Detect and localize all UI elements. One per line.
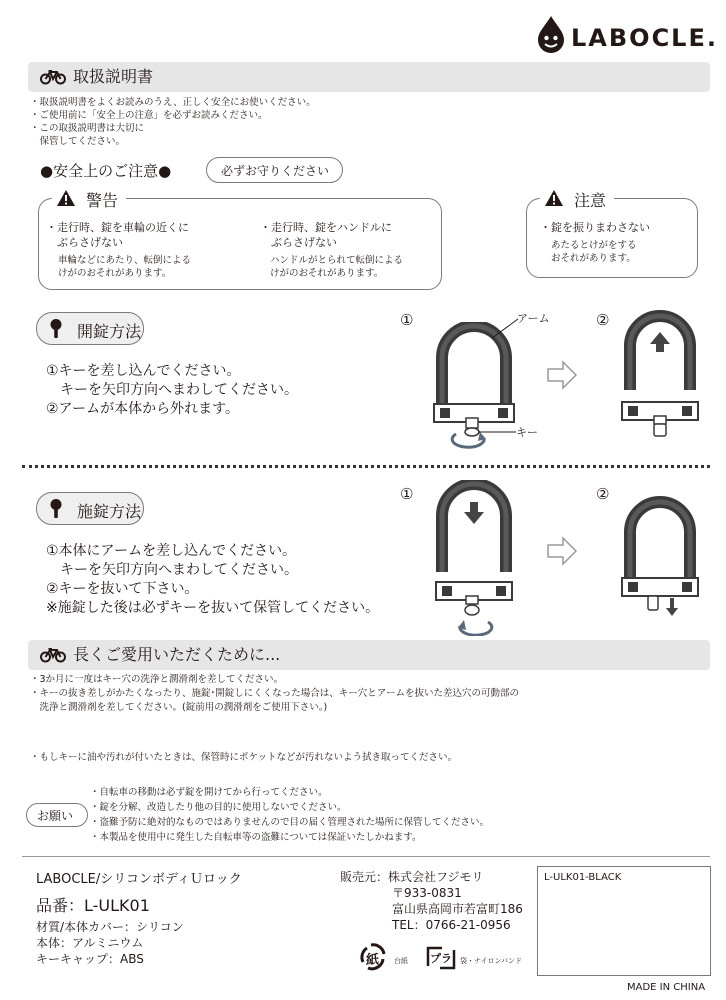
bicycle-icon — [40, 647, 66, 663]
warning-label — [52, 187, 126, 211]
warning-item-title: ぶらさげない — [260, 236, 337, 249]
sku-box — [537, 866, 711, 976]
lock-locked-illustration — [618, 496, 702, 622]
lock-fig1-number: ① — [400, 485, 414, 503]
intro-line: 保管してください。 — [30, 136, 126, 147]
lock-step: ②キーを抜いて下さい。 — [46, 581, 199, 597]
warning-item-desc: けがのおそれがあります。 — [58, 268, 172, 279]
care-note: ・もしキーに油や汚れが付いたときは、保管時にポケットなどが汚れないよう拭き取ってください。 — [30, 752, 458, 763]
must-follow-label: 必ずお守りください — [221, 164, 330, 178]
sku-label: L-ULK01-BLACK — [544, 872, 622, 883]
paper-mark-text: 紙 — [366, 953, 380, 968]
step-arrow-icon — [546, 360, 578, 390]
warning-item-title: ・走行時、錠をハンドルに — [260, 221, 392, 234]
unlock-fig1-number: ① — [400, 311, 414, 329]
plastic-mark-label: 袋・ナイロンバンド — [460, 957, 523, 965]
warning-triangle-icon — [56, 189, 76, 207]
caution-title: 注意 — [574, 191, 607, 210]
warning-title: 警告 — [86, 191, 119, 210]
warning-item-desc: 車輪などにあたり、転倒による — [58, 255, 192, 266]
request-line: ・錠を分解、改造したり他の目的に使用しないでください。 — [90, 802, 347, 813]
product-material: 材質/本体カバー：シリコン — [36, 920, 184, 934]
lock-step: ※施錠した後は必ずキーを抜いて保管してください。 — [46, 600, 380, 616]
unlock-step: ②アームが本体から外れます。 — [46, 401, 240, 417]
key-leader-line — [476, 426, 518, 438]
caution-item-title: ・錠を振りまわさない — [540, 221, 650, 234]
care-line: ・3か月に一度はキー穴の洗浄と潤滑剤を差してください。 — [30, 674, 284, 685]
step-arrow-icon — [546, 536, 578, 566]
section-divider — [22, 465, 710, 468]
paper-mark-label: 台紙 — [394, 957, 408, 965]
care-title: 長くご愛用いただくために... — [73, 645, 281, 664]
lock-fig2-number: ② — [596, 485, 610, 503]
key-icon — [49, 499, 63, 519]
page-title: 取扱説明書 — [73, 67, 154, 86]
unlock-lock-open-illustration — [618, 310, 702, 444]
warning-item-title: ・走行時、錠を車輪の近くに — [46, 221, 189, 234]
lock-insert-illustration — [432, 480, 516, 636]
intro-line: ・取扱説明書をよくお読みのうえ、正しく安全にお使いください。 — [30, 97, 316, 108]
caution-label — [540, 187, 614, 211]
product-material: キーキャップ：ABS — [36, 952, 144, 966]
caution-item-desc: あたるとけがをする — [551, 240, 637, 251]
request-line: ・自転車の移動は必ず錠を開けてから行ってください。 — [90, 787, 328, 798]
arm-leader-line — [490, 318, 520, 340]
care-line: ・キーの抜き差しがかたくなったり、施錠･開錠しにくくなった場合は、キー穴とアームを抜いた差込穴の可動部の — [30, 688, 519, 699]
plastic-mark-text: プラ — [430, 952, 452, 965]
paper-recycle-mark — [358, 942, 388, 972]
request-line: ・盗難予防に絶対的なものではありませんので目の届く管理された場所に保管してください。 — [90, 817, 490, 828]
plastic-recycle-mark — [424, 944, 458, 972]
manual-header-bar — [28, 62, 710, 92]
unlock-title-box — [36, 312, 144, 345]
seller-tel: TEL：0766-21-0956 — [392, 918, 511, 932]
footer-divider — [22, 856, 710, 857]
origin-label: MADE IN CHINA — [627, 982, 706, 993]
arm-label: アーム — [517, 312, 550, 325]
care-header-bar — [28, 640, 710, 670]
warning-item-desc: けがのおそれがあります。 — [270, 268, 384, 279]
key-icon — [49, 319, 63, 339]
request-badge-label: お願い — [37, 809, 74, 823]
lock-step: キーを矢印方向へまわしてください。 — [46, 562, 298, 578]
request-line: ・本製品を使用中に発生した自転車等の盗難については保証いたしかねます。 — [90, 832, 422, 843]
warning-item-title: ぶらさげない — [46, 236, 123, 249]
unlock-step: キーを矢印方向へまわしてください。 — [46, 382, 298, 398]
must-follow-badge — [206, 157, 343, 183]
key-label: キー — [516, 426, 538, 439]
drop-face-icon — [535, 14, 567, 54]
safety-heading: ●安全上のご注意● — [40, 162, 172, 180]
request-badge — [26, 803, 88, 827]
unlock-step: ①キーを差し込んでください。 — [46, 363, 241, 379]
product-material: 本体：アルミニウム — [36, 936, 144, 950]
caution-item-desc: おそれがあります。 — [551, 253, 636, 264]
brand-name: LABOCLE. — [571, 24, 718, 52]
intro-line: ・ご使用前に「安全上の注意」を必ずお読みください。 — [30, 110, 268, 121]
lock-title-box — [36, 492, 144, 525]
seller-postal: 〒933-0831 — [392, 886, 462, 900]
intro-line: ・この取扱説明書は大切に — [30, 123, 145, 134]
product-name: LABOCLE/シリコンボディＵロック — [36, 872, 242, 887]
seller-address: 富山県高岡市若富町186 — [392, 902, 523, 916]
product-code: 品番：L-ULK01 — [36, 896, 150, 915]
seller-name: 販売元：株式会社フジモリ — [340, 870, 484, 884]
care-line: 洗浄と潤滑剤を差してください。(錠前用の潤滑剤をご使用下さい。) — [30, 702, 328, 713]
caution-triangle-icon — [544, 189, 564, 207]
unlock-fig2-number: ② — [596, 311, 610, 329]
lock-step: ①本体にアームを差し込んでください。 — [46, 543, 297, 559]
unlock-title: 開錠方法 — [77, 322, 142, 341]
bicycle-icon — [40, 69, 66, 85]
lock-title: 施錠方法 — [77, 502, 142, 521]
brand-logo — [535, 14, 718, 54]
warning-item-desc: ハンドルがとられて転倒による — [270, 255, 404, 266]
